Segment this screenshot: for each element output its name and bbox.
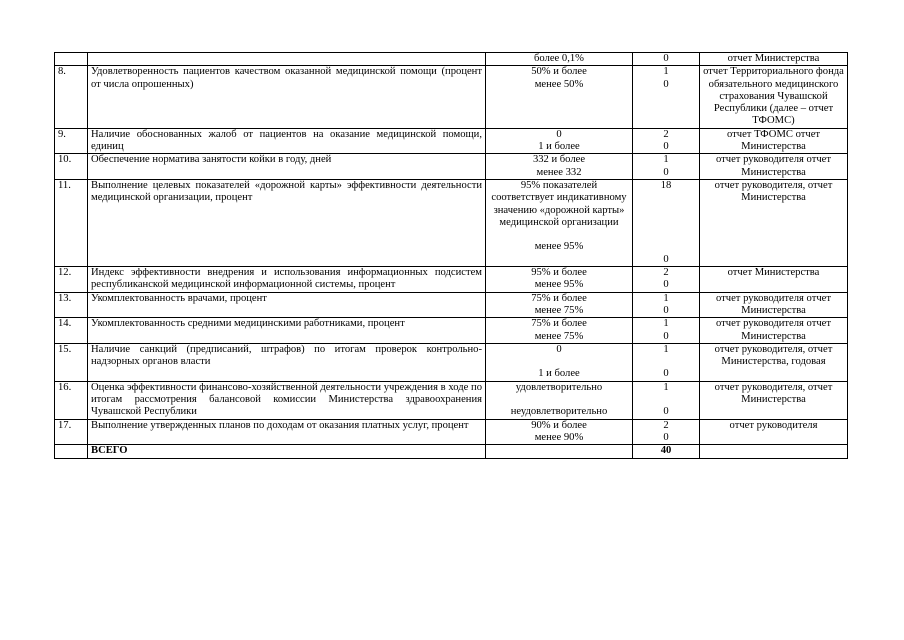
row-number: 11. — [55, 179, 88, 266]
table-row — [55, 267, 848, 293]
table-row — [55, 292, 848, 318]
criterion-source: отчет ТФОМС отчет Министерства — [700, 128, 848, 154]
table-row — [55, 381, 848, 419]
criterion-source: отчет руководителя отчет Министерства — [700, 154, 848, 180]
table-row — [55, 179, 848, 266]
row-number: 16. — [55, 381, 88, 419]
criterion-points: 2 0 — [633, 419, 700, 445]
criterion-source: отчет руководителя, отчет Министерства — [700, 179, 848, 266]
criterion-points: 18 0 — [633, 179, 700, 266]
criterion-points: 0 — [633, 53, 700, 66]
criterion-value: более 0,1% — [486, 53, 633, 66]
total-row-number — [55, 445, 88, 458]
criterion-value: 90% и более менее 90% — [486, 419, 633, 445]
criterion-name: Индекс эффективности внедрения и использования информационных подсистем республиканской медицинской информационной системы, процент — [88, 267, 486, 293]
criterion-points: 1 0 — [633, 154, 700, 180]
criterion-value: 332 и более менее 332 — [486, 154, 633, 180]
row-number: 17. — [55, 419, 88, 445]
table-row — [55, 66, 848, 128]
criterion-name: Наличие санкций (предписаний, штрафов) по итогам проверок контрольно-надзорных органов власти — [88, 343, 486, 381]
row-number: 9. — [55, 128, 88, 154]
criterion-value: 95% показателей соответствует индикативному значению «дорожной карты» медицинской организации менее 95% — [486, 179, 633, 266]
table-row — [55, 128, 848, 154]
row-number: 15. — [55, 343, 88, 381]
criterion-name: Выполнение целевых показателей «дорожной карты» эффективности деятельности медицинской организации, процент — [88, 179, 486, 266]
row-number: 8. — [55, 66, 88, 128]
row-number: 10. — [55, 154, 88, 180]
criterion-value: удовлетворительно неудовлетворительно — [486, 381, 633, 419]
criterion-points: 1 0 — [633, 381, 700, 419]
row-number: 13. — [55, 292, 88, 318]
total-points: 40 — [633, 445, 700, 458]
total-source — [700, 445, 848, 458]
table-row — [55, 53, 848, 66]
criterion-points: 1 0 — [633, 66, 700, 128]
row-number — [55, 53, 88, 66]
total-label: ВСЕГО — [88, 445, 486, 458]
row-number: 12. — [55, 267, 88, 293]
criterion-points: 1 0 — [633, 343, 700, 381]
criterion-points: 1 0 — [633, 292, 700, 318]
total-row — [55, 445, 848, 458]
criterion-points: 2 0 — [633, 128, 700, 154]
criterion-source: отчет руководителя отчет Министерства — [700, 318, 848, 344]
criterion-name: Выполнение утвержденных планов по доходам от оказания платных услуг, процент — [88, 419, 486, 445]
criterion-name: Оценка эффективности финансово-хозяйственной деятельности учреждения в ходе по итогам рассмотрения балансовой комиссии Министерства здравоохранения Чувашской Республики — [88, 381, 486, 419]
criterion-value: 0 1 и более — [486, 128, 633, 154]
criterion-source: отчет руководителя — [700, 419, 848, 445]
criterion-name: Наличие обоснованных жалоб от пациентов на оказание медицинской помощи, единиц — [88, 128, 486, 154]
criterion-source: отчет руководителя отчет Министерства — [700, 292, 848, 318]
table-row — [55, 343, 848, 381]
table-row — [55, 419, 848, 445]
criterion-value: 0 1 и более — [486, 343, 633, 381]
row-number: 14. — [55, 318, 88, 344]
criterion-points: 2 0 — [633, 267, 700, 293]
criterion-source: отчет Территориального фонда обязательного медицинского страхования Чувашской Республики (далее – отчет ТФОМС) — [700, 66, 848, 128]
criterion-value: 95% и более менее 95% — [486, 267, 633, 293]
criterion-value: 75% и более менее 75% — [486, 318, 633, 344]
criterion-source: отчет Министерства — [700, 267, 848, 293]
criterion-points: 1 0 — [633, 318, 700, 344]
table-row — [55, 154, 848, 180]
criterion-source: отчет Министерства — [700, 53, 848, 66]
criterion-source: отчет руководителя, отчет Министерства — [700, 381, 848, 419]
total-value — [486, 445, 633, 458]
criterion-name: Обеспечение норматива занятости койки в году, дней — [88, 154, 486, 180]
criterion-value: 75% и более менее 75% — [486, 292, 633, 318]
criteria-table — [54, 52, 848, 459]
table-row — [55, 318, 848, 344]
criterion-source: отчет руководителя, отчет Министерства, годовая — [700, 343, 848, 381]
criterion-name: Укомплектованность врачами, процент — [88, 292, 486, 318]
criterion-name — [88, 53, 486, 66]
criterion-name: Удовлетворенность пациентов качеством оказанной медицинской помощи (процент от числа опрошенных) — [88, 66, 486, 128]
criterion-value: 50% и более менее 50% — [486, 66, 633, 128]
criterion-name: Укомплектованность средними медицинскими работниками, процент — [88, 318, 486, 344]
